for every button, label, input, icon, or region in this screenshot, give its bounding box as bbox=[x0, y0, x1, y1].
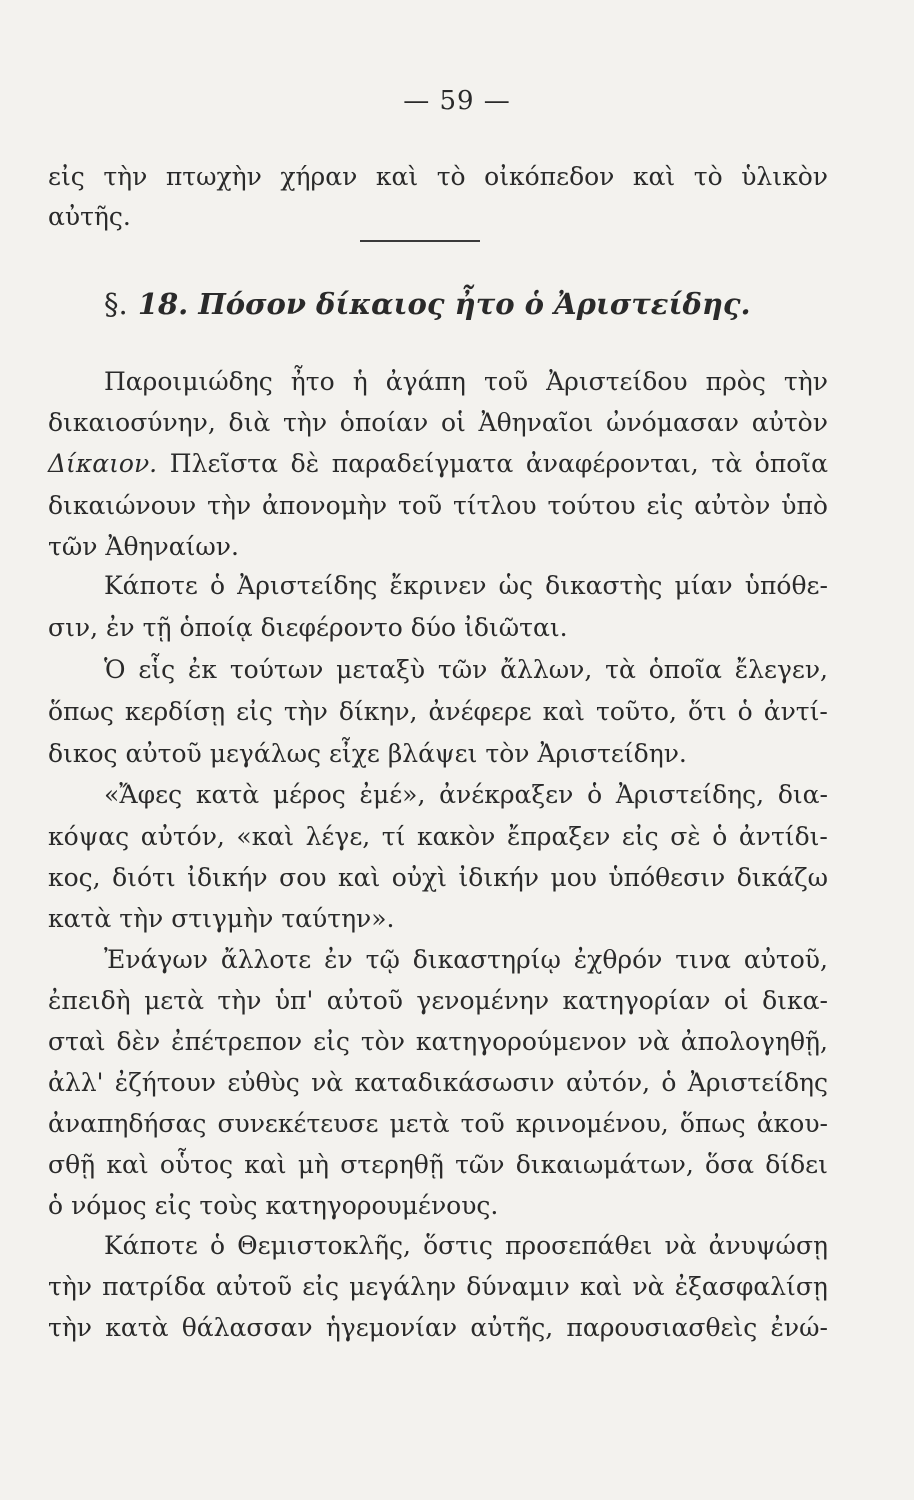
text-line: τὴν πατρίδα αὐτοῦ εἰς μεγάλην δύναμιν καὶ νὰ ἐξασφαλίσῃ bbox=[48, 1272, 828, 1301]
text-line: τῶν Ἀθηναίων. bbox=[48, 532, 239, 561]
text-line: κος, διότι ἰδικήν σου καὶ οὐχὶ ἰδικήν μου ὑπόθεσιν δικάζω bbox=[48, 863, 828, 892]
text-line: σιν, ἐν τῇ ὁποίᾳ διεφέροντο δύο ἰδιῶται. bbox=[48, 613, 568, 642]
text-line: Παροιμιώδης ἦτο ἡ ἀγάπη τοῦ Ἀριστείδου πρὸς τὴν bbox=[104, 367, 828, 396]
text-line: τὴν κατὰ θάλασσαν ἡγεμονίαν αὐτῆς, παρουσιασθεὶς ἐνώ- bbox=[48, 1313, 828, 1342]
text-line: κατὰ τὴν στιγμὴν ταύτην». bbox=[48, 904, 395, 933]
text-line: Κάποτε ὁ Θεμιστοκλῆς, ὅστις προσεπάθει νὰ ἀνυψώσῃ bbox=[104, 1231, 828, 1260]
text-line: ὅπως κερδίσῃ εἰς τὴν δίκην, ἀνέφερε καὶ τοῦτο, ὅτι ὁ ἀντί- bbox=[48, 697, 828, 726]
text-line: σταὶ δὲν ἐπέτρεπον εἰς τὸν κατηγορούμενον νὰ ἀπολογηθῇ, bbox=[48, 1027, 828, 1056]
text-line: «Ἄφες κατὰ μέρος ἐμέ», ἀνέκραξεν ὁ Ἀριστείδης, δια- bbox=[104, 780, 828, 809]
page-number: — 59 — bbox=[403, 86, 511, 116]
text-line: ἀναπηδήσας συνεκέτευσε μετὰ τοῦ κρινομένου, ὅπως ἀκου- bbox=[48, 1109, 828, 1138]
text-line: κόψας αὐτόν, «καὶ λέγε, τί κακὸν ἔπραξεν εἰς σὲ ὁ ἀντίδι- bbox=[48, 822, 828, 851]
text-line: δικος αὐτοῦ μεγάλως εἶχε βλάψει τὸν Ἀριστείδην. bbox=[48, 739, 687, 768]
text-line: δικαιώνουν τὴν ἀπονομὴν τοῦ τίτλου τούτου εἰς αὐτὸν ὑπὸ bbox=[48, 491, 828, 520]
text-line: ἀλλ' ἐζήτουν εὐθὺς νὰ καταδικάσωσιν αὐτόν, ὁ Ἀριστείδης bbox=[48, 1068, 828, 1097]
section-mark: §. bbox=[104, 287, 128, 321]
section-divider bbox=[360, 240, 480, 242]
text-line: Δίκαιον. Πλεῖστα δὲ παραδείγματα ἀναφέρονται, τὰ ὁποῖα bbox=[48, 449, 828, 478]
text-line: Κάποτε ὁ Ἀριστείδης ἔκρινεν ὡς δικαστὴς μίαν ὑπόθε- bbox=[104, 571, 828, 600]
text-line: αὐτῆς. bbox=[48, 202, 131, 231]
section-heading bbox=[104, 287, 751, 321]
text-line: σθῇ καὶ οὗτος καὶ μὴ στερηθῇ τῶν δικαιωμάτων, ὅσα δίδει bbox=[48, 1150, 828, 1179]
text-line: ἐπειδὴ μετὰ τὴν ὑπ' αὐτοῦ γενομένην κατηγορίαν οἱ δικα- bbox=[48, 986, 828, 1015]
text-line: Ἐνάγων ἄλλοτε ἐν τῷ δικαστηρίῳ ἐχθρόν τινα αὐτοῦ, bbox=[104, 945, 828, 974]
text-line: Ὁ εἷς ἐκ τούτων μεταξὺ τῶν ἄλλων, τὰ ὁποῖα ἔλεγεν, bbox=[104, 655, 828, 684]
text-line: εἰς τὴν πτωχὴν χήραν καὶ τὸ οἰκόπεδον καὶ τὸ ὑλικὸν bbox=[48, 162, 828, 191]
text-line: ὁ νόμος εἰς τοὺς κατηγορουμένους. bbox=[48, 1191, 499, 1220]
text-line: δικαιοσύνην, διὰ τὴν ὁποίαν οἱ Ἀθηναῖοι ὠνόμασαν αὐτὸν bbox=[48, 408, 828, 437]
section-title: 18. Πόσον δίκαιος ἦτο ὁ Ἀριστείδης. bbox=[137, 287, 751, 321]
